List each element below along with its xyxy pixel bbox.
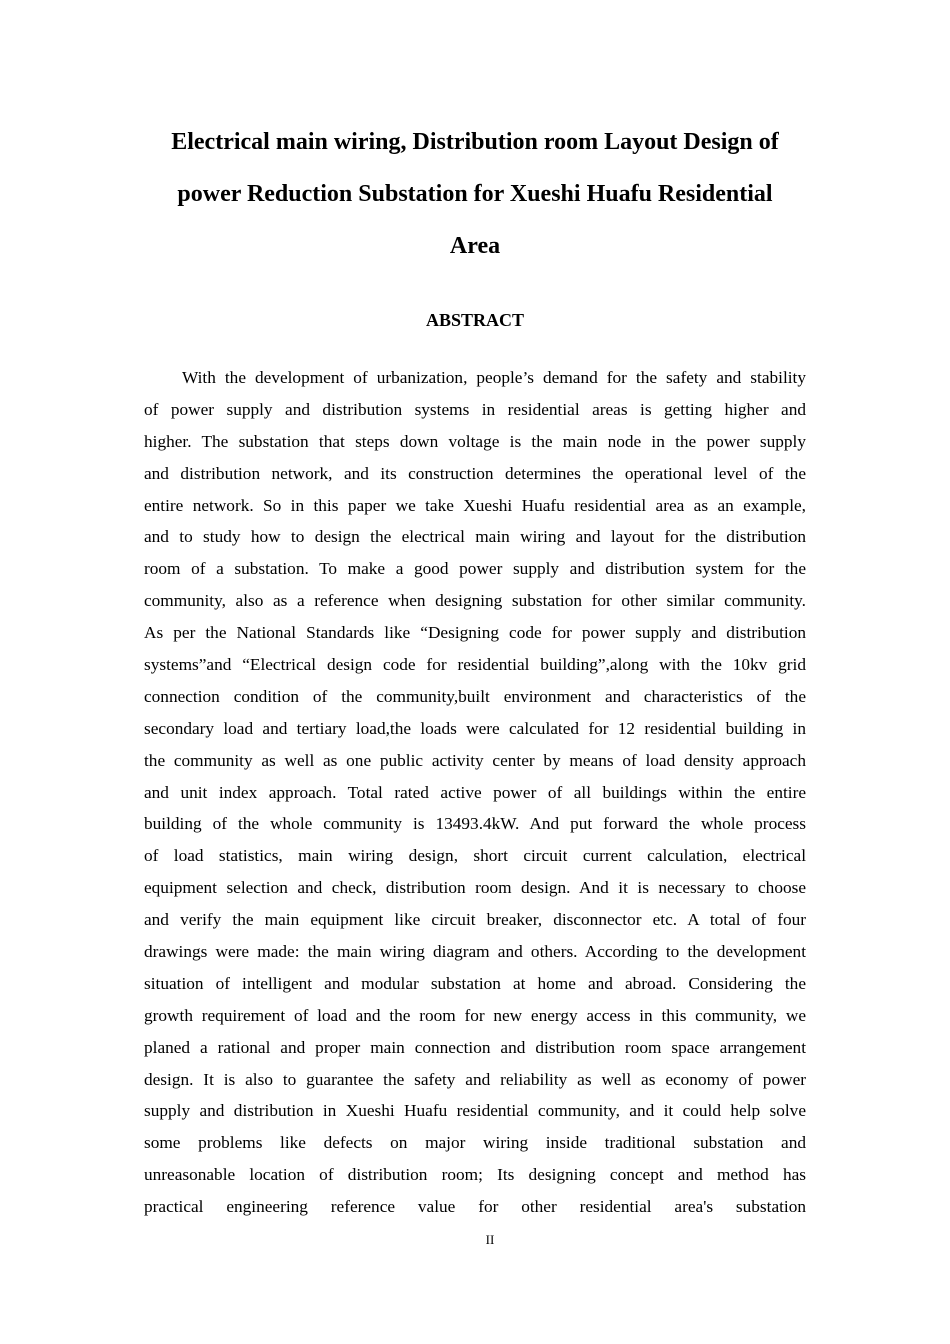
abstract-line: drawings were made: the main wiring diagram and others. According to the development xyxy=(144,942,806,962)
abstract-line: and unit index approach. Total rated active power of all buildings within the entire xyxy=(144,782,806,802)
abstract-heading: ABSTRACT xyxy=(425,310,525,330)
abstract-line: the community as well as one public activity center by means of load density approach xyxy=(144,750,806,770)
abstract-line: equipment selection and check, distribution room design. And it is necessary to choose xyxy=(144,878,806,898)
abstract-line: of power supply and distribution systems in residential areas is getting higher and xyxy=(144,399,806,419)
title-line: Electrical main wiring, Distribution room Layout Design of xyxy=(171,129,779,155)
abstract-line: With the development of urbanization, people’s demand for the safety and stability xyxy=(182,368,806,387)
abstract-line: and distribution network, and its construction determines the operational level of the xyxy=(144,463,806,483)
abstract-line: practical engineering reference value for other residential area's substation xyxy=(144,1197,806,1217)
title-line: Area xyxy=(449,233,501,259)
title-line: power Reduction Substation for Xueshi Huafu Residential xyxy=(177,181,773,207)
abstract-line: some problems like defects on major wiring inside traditional substation and xyxy=(144,1133,806,1153)
abstract-line: building of the whole community is 13493.4kW. And put forward the whole process xyxy=(144,814,806,834)
abstract-line: unreasonable location of distribution room; Its designing concept and method has xyxy=(144,1165,806,1185)
abstract-body xyxy=(144,362,806,1223)
abstract-line: and verify the main equipment like circuit breaker, disconnector etc. A total of four xyxy=(144,910,806,930)
abstract-line: higher. The substation that steps down voltage is the main node in the power supply xyxy=(144,431,806,451)
abstract-line: growth requirement of load and the room for new energy access in this community, we xyxy=(144,1005,806,1025)
abstract-line: As per the National Standards like “Designing code for power supply and distribution xyxy=(144,623,806,643)
abstract-line: entire network. So in this paper we take Xueshi Huafu residential area as an example, xyxy=(144,495,806,515)
abstract-line: community, also as a reference when designing substation for other similar community. xyxy=(144,591,806,611)
abstract-line: of load statistics, main wiring design, short circuit current calculation, electrical xyxy=(144,846,806,866)
document-title xyxy=(140,116,810,272)
abstract-line: connection condition of the community,built environment and characteristics of the xyxy=(144,686,806,706)
abstract-line: and to study how to design the electrical main wiring and layout for the distribution xyxy=(144,527,806,547)
abstract-line: room of a substation. To make a good power supply and distribution system for the xyxy=(144,559,806,579)
abstract-line: design. It is also to guarantee the safety and reliability as well as economy of power xyxy=(144,1069,806,1089)
abstract-line: situation of intelligent and modular substation at home and abroad. Considering the xyxy=(144,973,806,993)
abstract-line: systems”and “Electrical design code for residential building”,along with the 10kv grid xyxy=(144,655,806,675)
abstract-line: supply and distribution in Xueshi Huafu residential community, and it could help solve xyxy=(144,1101,806,1121)
abstract-line: planed a rational and proper main connection and distribution room space arrangement xyxy=(144,1037,806,1057)
page-number: II xyxy=(485,1232,495,1247)
abstract-line: secondary load and tertiary load,the loads were calculated for 12 residential building in xyxy=(144,718,806,738)
